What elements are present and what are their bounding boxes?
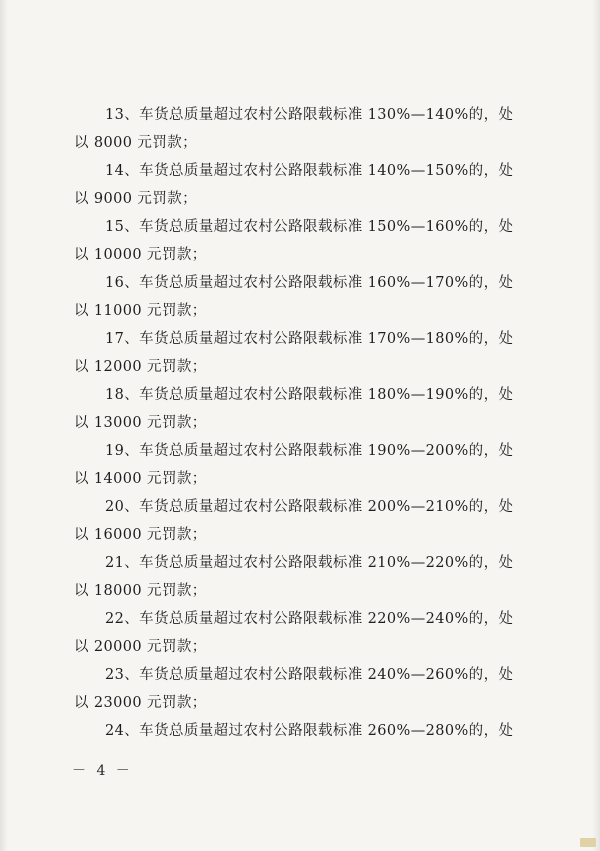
penalty-item-amount: 以 23000 元罚款； bbox=[74, 695, 207, 711]
penalty-item-24 bbox=[74, 717, 534, 745]
penalty-item-17 bbox=[74, 325, 534, 381]
penalty-item-15 bbox=[74, 213, 534, 269]
penalty-item-amount: 以 9000 元罚款； bbox=[74, 191, 198, 207]
document-body bbox=[74, 101, 534, 745]
penalty-item-21 bbox=[74, 549, 534, 605]
penalty-item-text: 17、车货总质量超过农村公路限载标准 170%—180%的，处 bbox=[105, 331, 514, 347]
penalty-item-amount: 以 16000 元罚款； bbox=[74, 527, 207, 543]
penalty-item-18 bbox=[74, 381, 534, 437]
penalty-item-text: 19、车货总质量超过农村公路限载标准 190%—200%的，处 bbox=[105, 443, 514, 459]
penalty-item-text: 16、车货总质量超过农村公路限载标准 160%—170%的，处 bbox=[105, 275, 514, 291]
penalty-item-amount: 以 18000 元罚款； bbox=[74, 583, 207, 599]
scan-edge-shadow-right bbox=[592, 0, 600, 851]
penalty-item-text: 14、车货总质量超过农村公路限载标准 140%—150%的，处 bbox=[105, 163, 514, 179]
penalty-item-20 bbox=[74, 493, 534, 549]
penalty-item-text: 21、车货总质量超过农村公路限载标准 210%—220%的，处 bbox=[105, 555, 514, 571]
scan-edge-shadow-left bbox=[0, 0, 8, 851]
penalty-item-text: 15、车货总质量超过农村公路限载标准 150%—160%的，处 bbox=[105, 219, 514, 235]
penalty-item-19 bbox=[74, 437, 534, 493]
corner-mark bbox=[580, 838, 596, 847]
penalty-item-text: 23、车货总质量超过农村公路限载标准 240%—260%的，处 bbox=[105, 667, 514, 683]
penalty-item-amount: 以 11000 元罚款； bbox=[74, 303, 207, 319]
penalty-item-amount: 以 8000 元罚款； bbox=[74, 135, 198, 151]
page-number: － 4 － bbox=[72, 763, 133, 779]
penalty-item-text: 20、车货总质量超过农村公路限载标准 200%—210%的，处 bbox=[105, 499, 514, 515]
penalty-item-text: 24、车货总质量超过农村公路限载标准 260%—280%的，处 bbox=[105, 723, 514, 739]
penalty-item-text: 22、车货总质量超过农村公路限载标准 220%—240%的，处 bbox=[105, 611, 514, 627]
penalty-item-13 bbox=[74, 101, 534, 157]
penalty-item-amount: 以 13000 元罚款； bbox=[74, 415, 207, 431]
penalty-item-amount: 以 20000 元罚款； bbox=[74, 639, 207, 655]
penalty-item-text: 18、车货总质量超过农村公路限载标准 180%—190%的，处 bbox=[105, 387, 514, 403]
penalty-item-23 bbox=[74, 661, 534, 717]
penalty-item-amount: 以 10000 元罚款； bbox=[74, 247, 207, 263]
penalty-item-22 bbox=[74, 605, 534, 661]
penalty-item-amount: 以 12000 元罚款； bbox=[74, 359, 207, 375]
penalty-item-16 bbox=[74, 269, 534, 325]
penalty-item-text: 13、车货总质量超过农村公路限载标准 130%—140%的，处 bbox=[105, 107, 514, 123]
penalty-item-amount: 以 14000 元罚款； bbox=[74, 471, 207, 487]
penalty-item-14 bbox=[74, 157, 534, 213]
